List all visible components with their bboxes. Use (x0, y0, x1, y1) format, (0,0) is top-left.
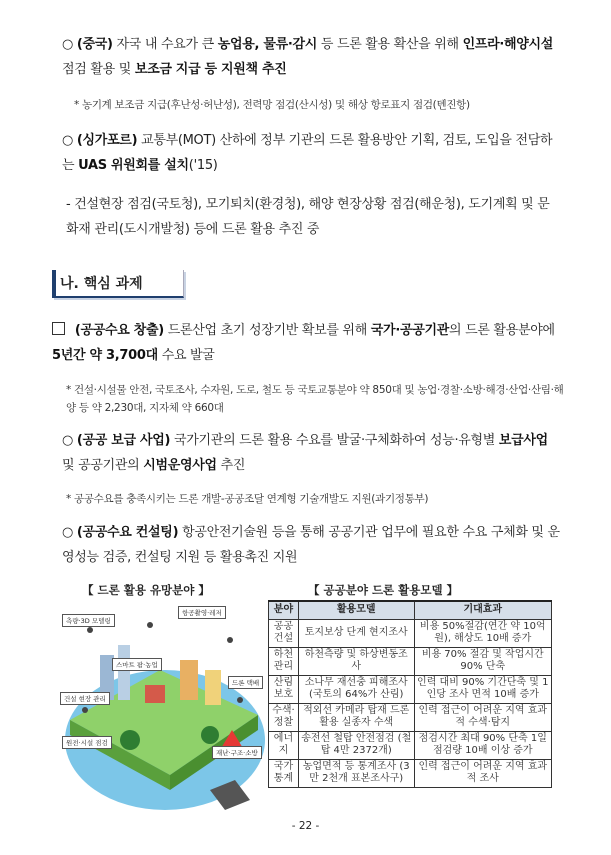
public-demand-note: * 건설·시설물 안전, 국토조사, 수자원, 도로, 철도 등 국토교통분야 약 850대 및 농업·경찰·소방·해경·산업·산림·해양 등 약 2,230대, 지자체 약 660대 (66, 384, 564, 414)
text: 점검 활용 및 (62, 62, 131, 77)
singapore-paragraph (62, 128, 562, 178)
public-demand-label: (공공수요 창출) (74, 323, 164, 338)
text: 드론산업 초기 성장기반 확보를 위해 (167, 323, 367, 338)
china-paragraph (62, 32, 562, 82)
cell-model: 송전선 철탑 안전점검 (철탑 4만 2372개) (298, 731, 414, 759)
public-supply-note: * 공공수요를 충족시키는 드론 개발-공공조달 연계형 기술개발도 지원(과기정통부) (66, 493, 429, 505)
cell-effect: 비용 70% 절감 및 작업시간 90% 단축 (414, 647, 551, 675)
drone-city-illustration (60, 600, 265, 825)
text: 등 드론 활용 확산을 위해 (320, 37, 459, 52)
cell-field: 에너지 (269, 731, 299, 759)
cell-model: 하천측량 및 하상변동조사 (298, 647, 414, 675)
illustration-title: 【 드론 활용 유망분야 】 (82, 583, 210, 597)
public-supply-paragraph (62, 428, 562, 478)
cell-model: 적외선 카메라 탑재 드론 활용 실종자 수색 (298, 703, 414, 731)
cell-effect: 비용 50%절감(연간 약 10억원), 해상도 10배 증가 (414, 619, 551, 647)
page-number: - 22 - (291, 820, 320, 832)
text: 추진 (220, 458, 246, 473)
callout-farm: 스마트 팜·농업 (112, 658, 162, 671)
callout-plant: 원전·시설 점검 (62, 736, 112, 749)
emphasis: 5년간 약 3,700대 (52, 348, 158, 363)
cell-effect: 인력 대비 90% 기간단축 및 1인당 조사 면적 10배 증가 (414, 675, 551, 703)
emphasis: UAS 위원회를 설치 (78, 158, 189, 173)
cell-field: 수색· 정찰 (269, 703, 299, 731)
table-row (269, 619, 552, 647)
china-label: (중국) (76, 37, 113, 52)
korea-dash-paragraph: - 건설현장 점검(국토청), 모기퇴치(환경청), 해양 현장상황 점검(해운청), 도기계획 및 문화재 관리(도시개발청) 등에 드론 활용 추진 중 (66, 197, 550, 237)
emphasis: 국가·공공기관 (370, 323, 449, 338)
circle-bullet: ○ (62, 37, 74, 52)
usage-model-table-wrap (268, 600, 552, 788)
public-demand-paragraph (52, 318, 564, 368)
cell-model: 소나무 재선충 피해조사 (국토의 64%가 산림) (298, 675, 414, 703)
cell-effect: 인력 접근이 어려운 지역 효과적 수색·탐지 (414, 703, 551, 731)
header-effect: 기대효과 (414, 601, 551, 619)
text: 및 공공기관의 (62, 458, 140, 473)
callout-survey: 측량·3D 모델링 (62, 614, 115, 627)
cell-effect: 점검시간 최대 90% 단축 1일 점검량 10배 이상 증가 (414, 731, 551, 759)
public-supply-label: (공공 보급 사업) (76, 433, 171, 448)
callout-construction: 건설 현장 관리 (60, 692, 110, 705)
table-title: 【 공공분야 드론 활용모델 】 (308, 583, 459, 597)
emphasis: 농업용, 물류·감시 (217, 37, 318, 52)
consulting-label: (공공수요 컨설팅) (76, 525, 179, 540)
cell-model: 토지보상 단계 현지조사 (298, 619, 414, 647)
table-header-row (269, 601, 552, 619)
cell-model: 농업면적 등 통계조사 (3만 2천개 표본조사구) (298, 759, 414, 787)
china-note: * 농기계 보조금 지급(후난성·허난성), 전력망 점검(산시성) 및 해상 항로표지 점검(톈진항) (74, 99, 470, 111)
text: 자국 내 수요가 큰 (116, 37, 214, 52)
circle-bullet: ○ (62, 525, 74, 540)
callout-rescue: 재난·구조·소방 (212, 746, 262, 759)
callout-delivery: 드론 택배 (228, 676, 263, 689)
city-scene (60, 600, 265, 825)
text: 교통부(MOT) 산하에 정부 기관의 드론 활용방안 기획, 검토, 도입을 전담하는 (62, 133, 553, 173)
table-row (269, 675, 552, 703)
cell-field: 공공 건설 (269, 619, 299, 647)
emphasis: 인프라·해양시설 (462, 37, 554, 52)
text: 항공안전기술원 등을 통해 공공기관 업무에 필요한 수요 구체화 및 운영성능 검증, 컨설팅 지원 등 활용촉진 지원 (62, 525, 560, 565)
cell-field: 하천 관리 (269, 647, 299, 675)
heading-accent (52, 270, 56, 298)
emphasis: 시범운영사업 (143, 458, 217, 473)
usage-model-table (268, 600, 552, 788)
emphasis: 보급사업 (498, 433, 548, 448)
circle-bullet: ○ (62, 433, 74, 448)
text: 수요 발굴 (161, 348, 215, 363)
text: 국가기관의 드론 활용 수요를 발굴·구체화하여 성능·유형별 (174, 433, 496, 448)
table-row (269, 703, 552, 731)
section-heading (52, 270, 184, 298)
consulting-paragraph (62, 520, 562, 570)
table-row (269, 647, 552, 675)
text: 의 드론 활용분야에 (448, 323, 555, 338)
cell-field: 국가 통계 (269, 759, 299, 787)
singapore-label: (싱가포르) (76, 133, 138, 148)
cell-field: 산림 보호 (269, 675, 299, 703)
callout-aerial: 항공촬영·레저 (178, 606, 226, 619)
table-row (269, 759, 552, 787)
emphasis: 보조금 지급 등 지원책 추진 (134, 62, 287, 77)
cell-effect: 인력 접근이 어려운 지역 효과적 조사 (414, 759, 551, 787)
text: ('15) (188, 158, 218, 173)
header-model: 활용모델 (298, 601, 414, 619)
table-row (269, 731, 552, 759)
square-bullet-icon (52, 322, 65, 335)
section-title: 나. 핵심 과제 (60, 276, 143, 292)
header-field: 분야 (269, 601, 299, 619)
circle-bullet: ○ (62, 133, 74, 148)
